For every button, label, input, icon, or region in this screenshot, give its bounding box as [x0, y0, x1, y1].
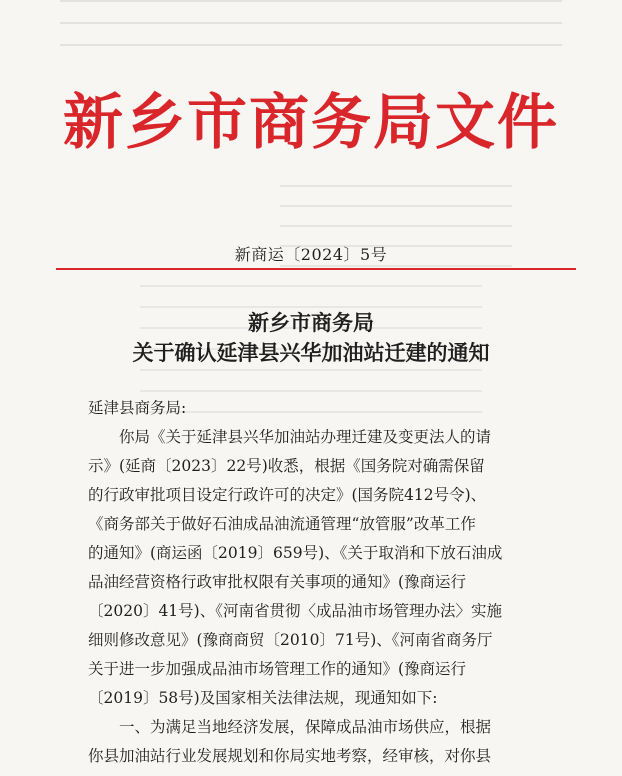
document-number: 新商运〔2024〕5号 — [234, 245, 388, 264]
bleed-through-top — [60, 0, 562, 60]
paragraph-line: 《商务部关于做好石油成品油流通管理“放管服”改革工作 — [88, 515, 476, 533]
paragraph-line: 你局《关于延津县兴华加油站办理迁建及变更法人的请 — [119, 428, 492, 446]
notice-title — [0, 308, 622, 368]
paragraph-line: 〔2020〕41号)、《河南省贯彻〈成品油市场管理办法〉实施 — [88, 602, 502, 620]
paragraph-line: 示》(延商〔2023〕22号)收悉，根据《国务院对确需保留 — [88, 457, 485, 475]
document-body — [88, 394, 566, 771]
document-header-title: 新乡市商务局文件 — [63, 88, 559, 158]
paragraph-line: 的行政审批项目设定行政许可的决定》(国务院412号令)、 — [88, 486, 487, 504]
paragraph-2 — [88, 713, 566, 771]
paragraph-line: 〔2019〕58号)及国家相关法律法规，现通知如下: — [88, 689, 438, 707]
paragraph-line: 品油经营资格行政审批权限有关事项的通知》(豫商运行 — [88, 573, 467, 591]
notice-title-issuer: 新乡市商务局 — [248, 310, 374, 335]
paragraph-line: 一、为满足当地经济发展，保障成品油市场供应，根据 — [119, 718, 492, 736]
salutation: 延津县商务局: — [88, 399, 187, 417]
red-divider-line — [56, 268, 576, 270]
paragraph-line: 细则修改意见》(豫商商贸〔2010〕71号)、《河南省商务厅 — [88, 631, 493, 649]
notice-title-subject: 关于确认延津县兴华加油站迁建的通知 — [132, 340, 490, 365]
paragraph-line: 关于进一步加强成品油市场管理工作的通知》(豫商运行 — [88, 660, 467, 678]
paragraph-1 — [88, 423, 566, 713]
paragraph-line: 的通知》(商运函〔2019〕659号)、《关于取消和下放石油成 — [88, 544, 503, 562]
paragraph-line: 你县加油站行业发展规划和你局实地考察，经审核，对你县 — [88, 747, 492, 765]
